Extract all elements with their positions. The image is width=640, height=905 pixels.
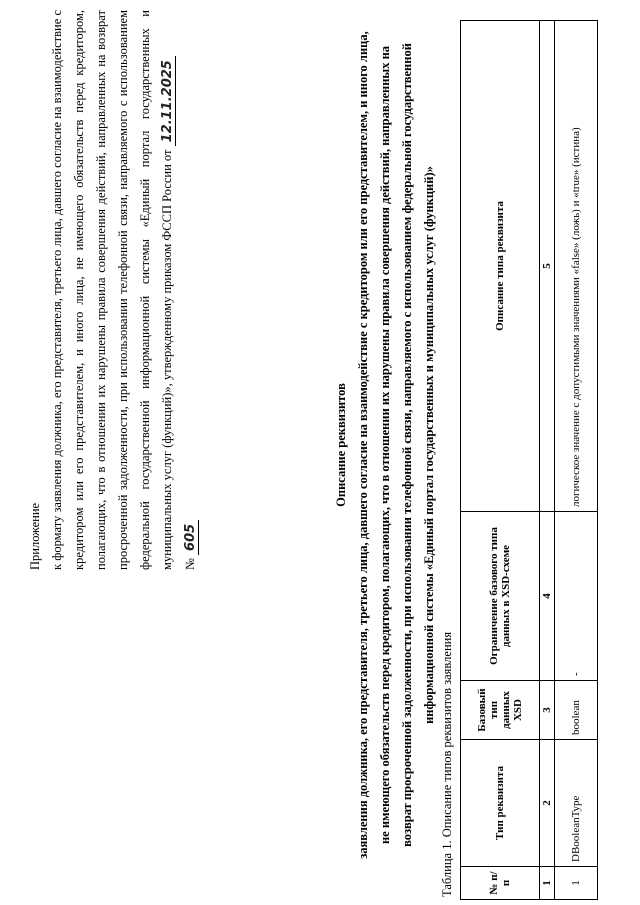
header-cell: Тип реквизита — [461, 740, 540, 867]
header-cell: Базовый тип данных XSD — [461, 681, 540, 740]
appendix-block — [24, 10, 202, 570]
handwritten-order-number: 605 — [183, 520, 199, 555]
heading-subtitle: заявления должника, его представителя, третьего лица, давшего согласие на взаимодействие с кредитором или его представителем, и иного лица, не имеющего обязательств перед кредитором, полагающих, что в отношении их нарушены правила совершения действий, направленных на возврат просроченной задолженности, при использовании телефонной связи, направляемого с использованием федеральной государственной информационной системы «Единый портал государственных и муниципальных услуг (функций)» — [356, 31, 436, 859]
column-number-row — [540, 21, 555, 900]
column-number: 2 — [540, 740, 555, 867]
table-row — [555, 21, 598, 900]
table-cell: 1 — [555, 867, 598, 900]
order-number-prefix: № — [183, 558, 197, 570]
appendix-body: к формату заявления должника, его представителя, третьего лица, давшего согласие на взаимодействие с кредитором или его представителем, и иного лица, не имеющего обязательств перед кредитором, полагающих, что в отношении их нарушены правила совершения действий, направленных на возврат просроченной задолженности, при использовании телефонной связи, направляемого с использованием федеральной государственной информационной системы «Единый портал государственных и муниципальных услуг (функций)», утвержденному приказом ФССП России от — [50, 10, 174, 570]
column-number: 3 — [540, 681, 555, 740]
table-cell: логическое значение с допустимыми значениями «false» (ложь) и «true» (истина) — [555, 21, 598, 512]
document-heading — [330, 25, 440, 865]
header-cell: Описание типа реквизита — [461, 21, 540, 512]
column-number: 5 — [540, 21, 555, 512]
header-cell: № п/п — [461, 867, 540, 900]
requisites-table — [460, 20, 598, 900]
table-caption: Таблица 1. Описание типов реквизитов заявления — [440, 631, 454, 897]
column-number: 4 — [540, 512, 555, 681]
table-header-row — [461, 21, 540, 900]
header-cell: Ограничение базового типа данных в XSD-схеме — [461, 512, 540, 681]
table-cell: boolean — [555, 681, 598, 740]
appendix-title: Приложение — [28, 502, 42, 570]
table-cell: - — [555, 512, 598, 681]
heading-title: Описание реквизитов — [334, 383, 348, 507]
handwritten-date: 12.11.2025 — [160, 56, 176, 146]
table-cell: DBooleanType — [555, 740, 598, 867]
column-number: 1 — [540, 867, 555, 900]
